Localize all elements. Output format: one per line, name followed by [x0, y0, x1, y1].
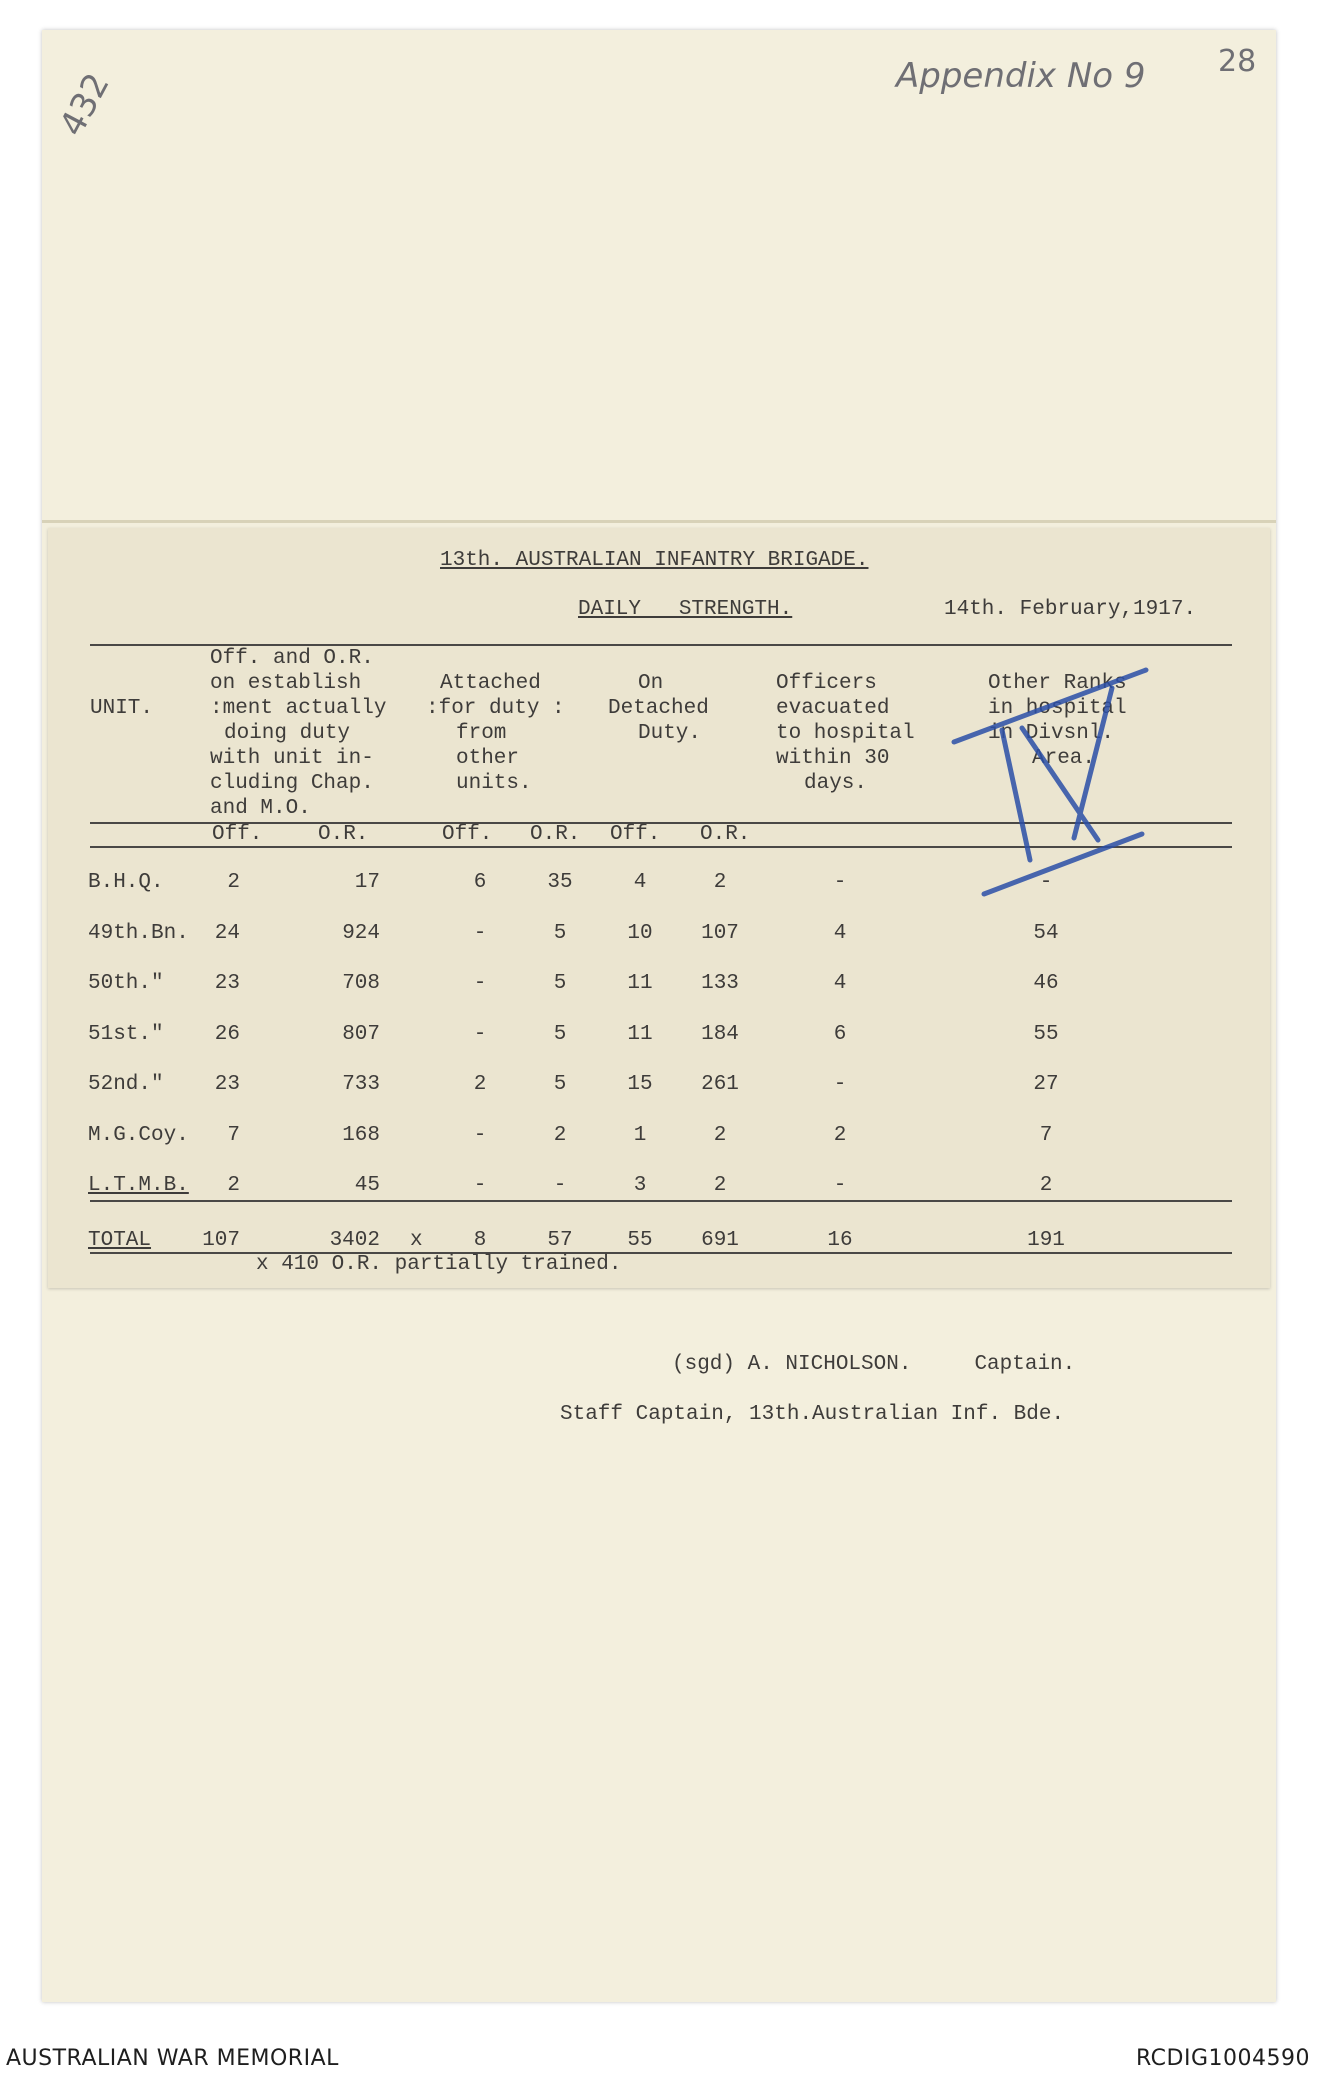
header-line: :for duty : [426, 697, 565, 720]
cell-det-off: 15 [627, 1073, 653, 1096]
header-line: Other Ranks [988, 672, 1127, 695]
subheader-est-off: Off. [212, 823, 263, 846]
cell-det-or: 2 [713, 871, 727, 894]
header-line: units. [456, 772, 532, 795]
header-line: in Divsnl. [988, 722, 1115, 745]
page-fold [42, 520, 1276, 523]
cell-att-off: 2 [473, 1073, 487, 1096]
cell-att-or: - [553, 1174, 567, 1197]
cell-det-off: 3 [633, 1174, 647, 1197]
subheader-att-or: O.R. [530, 823, 581, 846]
header-line: from [456, 722, 507, 745]
cell-est-or: 17 [354, 871, 380, 894]
header-line: Duty. [638, 722, 702, 745]
cell-att-or: 2 [553, 1123, 567, 1147]
total-det-or: 691 [701, 1229, 739, 1252]
appendix-note: Appendix No 9 [896, 56, 1146, 96]
header-line: with unit in- [210, 747, 374, 770]
cell-other: 7 [1039, 1123, 1053, 1147]
total-other: 191 [1027, 1229, 1065, 1252]
cell-unit: L.T.M.B. [88, 1174, 189, 1197]
folio-number-left: 432 [52, 66, 118, 143]
total-est-off: 107 [202, 1229, 240, 1252]
cell-att-off: - [473, 972, 487, 995]
cell-est-off: 26 [214, 1022, 240, 1046]
subheader-att-off: Off. [442, 823, 493, 846]
footer-institution: AUSTRALIAN WAR MEMORIAL [6, 2046, 339, 2071]
cell-att-off: - [473, 921, 487, 945]
cell-est-off: 2 [227, 871, 240, 894]
cell-unit: 49th.Bn. [88, 921, 189, 945]
cell-evac: 2 [833, 1123, 847, 1147]
cell-est-or: 168 [342, 1123, 380, 1147]
header-line: other [456, 747, 520, 770]
cell-att-off: - [473, 1123, 487, 1147]
ink-stroke [1074, 688, 1112, 838]
total-att-off: 8 [473, 1229, 487, 1252]
cell-evac: - [833, 1073, 847, 1096]
cell-unit: M.G.Coy. [88, 1123, 189, 1147]
cell-det-off: 11 [627, 1022, 653, 1046]
ink-stroke [984, 834, 1142, 894]
signature-name: (sgd) A. NICHOLSON. Captain. [672, 1353, 1076, 1376]
header-line: Area. [1032, 747, 1096, 770]
cell-est-off: 24 [214, 921, 240, 945]
cell-det-or: 261 [701, 1073, 739, 1096]
cell-evac: - [833, 1174, 847, 1197]
cell-det-or: 2 [713, 1174, 727, 1197]
ink-mark-drawing [950, 664, 1150, 904]
cell-est-or: 733 [342, 1073, 380, 1096]
cell-att-or: 5 [553, 921, 567, 945]
cell-att-or: 5 [553, 972, 567, 995]
cell-att-or: 5 [553, 1022, 567, 1046]
document-title: DAILY STRENGTH. [578, 598, 793, 621]
header-line: on establish [210, 672, 362, 695]
footnote: x 410 O.R. partially trained. [256, 1253, 622, 1276]
cell-other: 2 [1039, 1174, 1053, 1197]
cell-unit: 51st." [88, 1022, 164, 1046]
footer-record-id: RCDIG1004590 [1135, 2046, 1310, 2071]
cell-other: 27 [1033, 1073, 1059, 1096]
cell-evac: 4 [833, 921, 847, 945]
header-line: Attached [440, 672, 541, 695]
header-line: Off. and O.R. [210, 647, 374, 670]
cell-evac: 6 [833, 1022, 847, 1046]
cell-est-or: 45 [354, 1174, 380, 1197]
cell-det-or: 133 [701, 972, 739, 995]
cell-det-off: 1 [633, 1123, 647, 1147]
cell-att-or: 5 [553, 1073, 567, 1096]
ink-stroke [1002, 730, 1030, 860]
total-det-off: 55 [627, 1229, 653, 1252]
signature-title: Staff Captain, 13th.Australian Inf. Bde. [560, 1403, 1065, 1426]
header-line: evacuated [776, 697, 890, 720]
total-label: TOTAL [88, 1229, 152, 1252]
total-att-or: 57 [547, 1229, 573, 1252]
cell-est-off: 23 [214, 972, 240, 995]
cell-est-off: 2 [227, 1174, 240, 1197]
header-line: to hospital [776, 722, 915, 745]
header-line: :ment actually [210, 697, 387, 720]
cell-other: - [1039, 871, 1053, 894]
header-line: days. [804, 772, 868, 795]
cell-det-or: 2 [713, 1123, 727, 1147]
cell-det-or: 107 [701, 921, 739, 945]
cell-det-off: 10 [627, 921, 653, 945]
subheader-det-or: O.R. [700, 823, 751, 846]
cell-att-off: - [473, 1174, 487, 1197]
total-top-rule [90, 1200, 1232, 1202]
cell-det-off: 11 [627, 972, 653, 995]
header-line: in hospital [988, 697, 1127, 720]
cell-att-off: 6 [473, 871, 487, 894]
total-mark: x [410, 1229, 423, 1252]
header-line: doing duty [224, 722, 351, 745]
total-est-or: 3402 [329, 1229, 380, 1252]
ink-mark [950, 664, 1150, 904]
header-unit: UNIT. [90, 697, 154, 720]
cell-est-or: 708 [342, 972, 380, 995]
cell-est-or: 807 [342, 1022, 380, 1046]
page-number: 28 [1218, 44, 1257, 79]
header-line: cluding Chap. [210, 772, 374, 795]
cell-est-off: 23 [214, 1073, 240, 1096]
cell-det-or: 184 [701, 1022, 739, 1046]
cell-unit: 50th." [88, 972, 164, 995]
header-line: and M.O. [210, 797, 311, 820]
cell-unit: 52nd." [88, 1073, 164, 1096]
subheader-est-or: O.R. [318, 823, 369, 846]
cell-other: 55 [1033, 1022, 1059, 1046]
subheader-det-off: Off. [610, 823, 661, 846]
header-line: within 30 [776, 747, 890, 770]
header-line: Detached [608, 697, 709, 720]
header-line: Officers [776, 672, 877, 695]
header-line: On [638, 672, 664, 695]
cell-unit: B.H.Q. [88, 871, 164, 894]
cell-evac: - [833, 871, 847, 894]
cell-det-off: 4 [633, 871, 647, 894]
total-evac: 16 [827, 1229, 853, 1252]
cell-evac: 4 [833, 972, 847, 995]
ink-stroke [954, 670, 1146, 742]
cell-att-or: 35 [547, 871, 573, 894]
brigade-title: 13th. AUSTRALIAN INFANTRY BRIGADE. [440, 549, 869, 572]
cell-other: 46 [1033, 972, 1059, 995]
cell-other: 54 [1033, 921, 1059, 945]
cell-est-off: 7 [227, 1123, 240, 1147]
cell-att-off: - [473, 1022, 487, 1046]
cell-est-or: 924 [342, 921, 380, 945]
document-date: 14th. February,1917. [944, 598, 1197, 621]
